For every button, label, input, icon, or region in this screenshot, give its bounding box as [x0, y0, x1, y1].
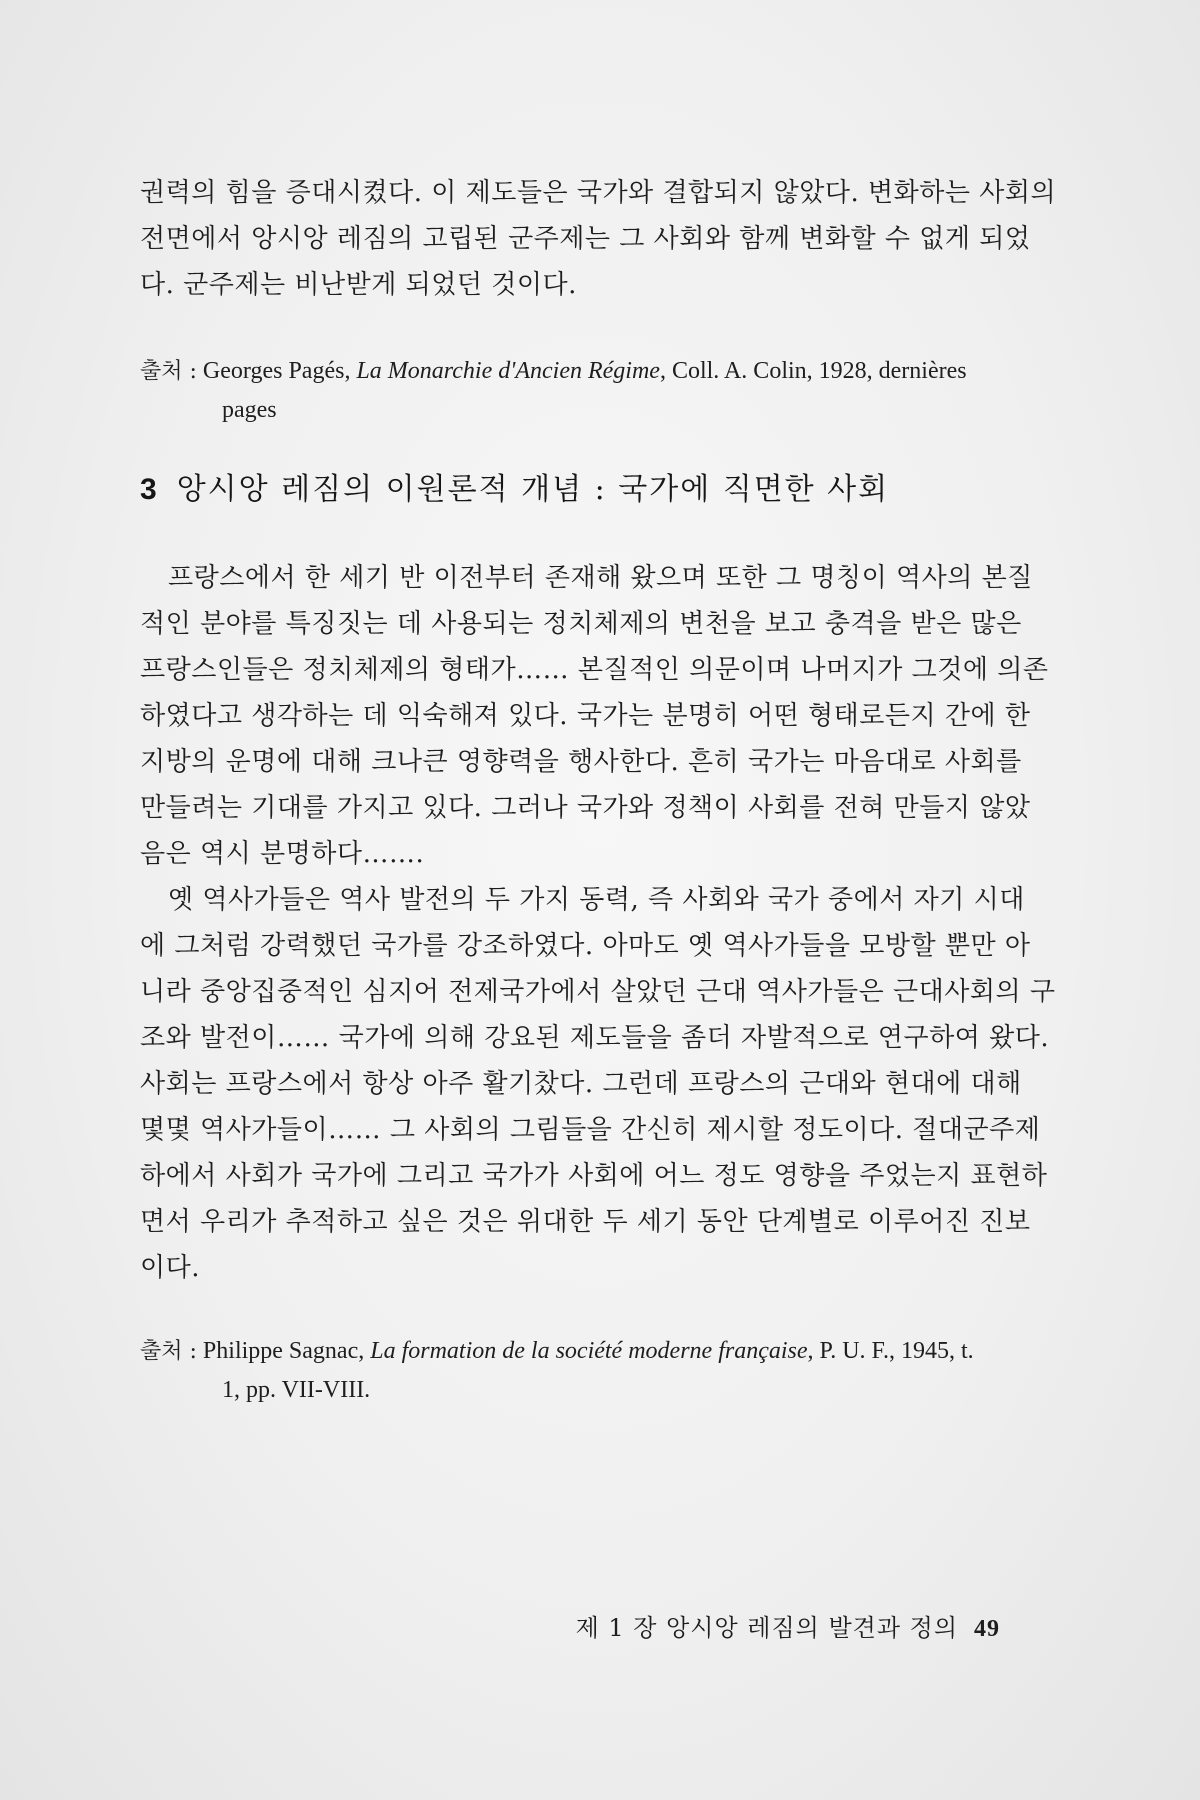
text-line: 하에서 사회가 국가에 그리고 국가가 사회에 어느 정도 영향을 주었는지 표현하 — [140, 1161, 1048, 1191]
section-number: 3 — [140, 473, 159, 506]
source-details: , P. U. F., 1945, t. — [807, 1338, 974, 1364]
top-paragraph — [140, 170, 1057, 308]
text-line: 이다. — [140, 1253, 200, 1283]
text-line: 적인 분야를 특징짓는 데 사용되는 정치체제의 변천을 보고 충격을 받은 많은 — [140, 609, 1022, 639]
text-line: 조와 발전이…… 국가에 의해 강요된 제도들을 좀더 자발적으로 연구하여 왔다. — [140, 1023, 1050, 1053]
source-citation-1 — [140, 352, 1020, 429]
source-label: 출처 : — [140, 1339, 197, 1364]
running-chapter-title: 제 1 장 앙시앙 레짐의 발견과 정의 — [575, 1614, 958, 1642]
section-title: 앙시앙 레짐의 이원론적 개념 : 국가에 직면한 사회 — [176, 472, 890, 507]
source-title: La Monarchie d'Ancien Régime — [356, 358, 660, 384]
source-continuation: pages — [222, 397, 277, 423]
section-heading — [140, 470, 889, 510]
source-title: La formation de la société moderne française — [370, 1338, 808, 1364]
text-line: 옛 역사가들은 역사 발전의 두 가지 동력, 즉 사회와 국가 중에서 자기 시대 — [168, 885, 1025, 915]
source-label: 출처 : — [140, 359, 197, 384]
text-line: 면서 우리가 추적하고 싶은 것은 위대한 두 세기 동안 단계별로 이루어진 진보 — [140, 1207, 1031, 1237]
text-line: 프랑스인들은 정치체제의 형태가…… 본질적인 의문이며 나머지가 그것에 의존 — [140, 655, 1049, 685]
text-line: 프랑스에서 한 세기 반 이전부터 존재해 왔으며 또한 그 명칭이 역사의 본질 — [168, 563, 1033, 593]
source-details: , Coll. A. Colin, 1928, dernières — [659, 358, 967, 384]
paragraph-1 — [140, 555, 1049, 877]
text-line: 전면에서 앙시앙 레짐의 고립된 군주제는 그 사회와 함께 변화할 수 없게 되었 — [140, 224, 1031, 254]
text-line: 에 그처럼 강력했던 국가를 강조하였다. 아마도 옛 역사가들을 모방할 뿐만 아 — [140, 931, 1031, 961]
text-line: 음은 역시 분명하다……. — [140, 839, 425, 869]
text-line: 하였다고 생각하는 데 익숙해져 있다. 국가는 분명히 어떤 형태로든지 간에 한 — [140, 701, 1031, 731]
text-line: 다. 군주제는 비난받게 되었던 것이다. — [140, 270, 577, 300]
text-line: 니라 중앙집중적인 심지어 전제국가에서 살았던 근대 역사가들은 근대사회의 구 — [140, 977, 1056, 1007]
source-author: Philippe Sagnac, — [202, 1338, 365, 1364]
text-line: 몇몇 역사가들이…… 그 사회의 그림들을 간신히 제시할 정도이다. 절대군주제 — [140, 1115, 1041, 1145]
text-line: 권력의 힘을 증대시켰다. 이 제도들은 국가와 결합되지 않았다. 변화하는 사회의 — [140, 178, 1057, 208]
page-number: 49 — [974, 1616, 1000, 1642]
source-citation-2 — [140, 1332, 1020, 1409]
text-line: 사회는 프랑스에서 항상 아주 활기찼다. 그런데 프랑스의 근대와 현대에 대해 — [140, 1069, 1022, 1099]
paragraph-2 — [140, 877, 1056, 1291]
page-footer — [576, 1610, 1000, 1647]
text-line: 지방의 운명에 대해 크나큰 영향력을 행사한다. 흔히 국가는 마음대로 사회를 — [140, 747, 1022, 777]
source-continuation: 1, pp. VII-VIII. — [222, 1377, 371, 1403]
source-author: Georges Pagés, — [202, 358, 351, 384]
text-line: 만들려는 기대를 가지고 있다. 그러나 국가와 정책이 사회를 전혀 만들지 않았 — [140, 793, 1031, 823]
